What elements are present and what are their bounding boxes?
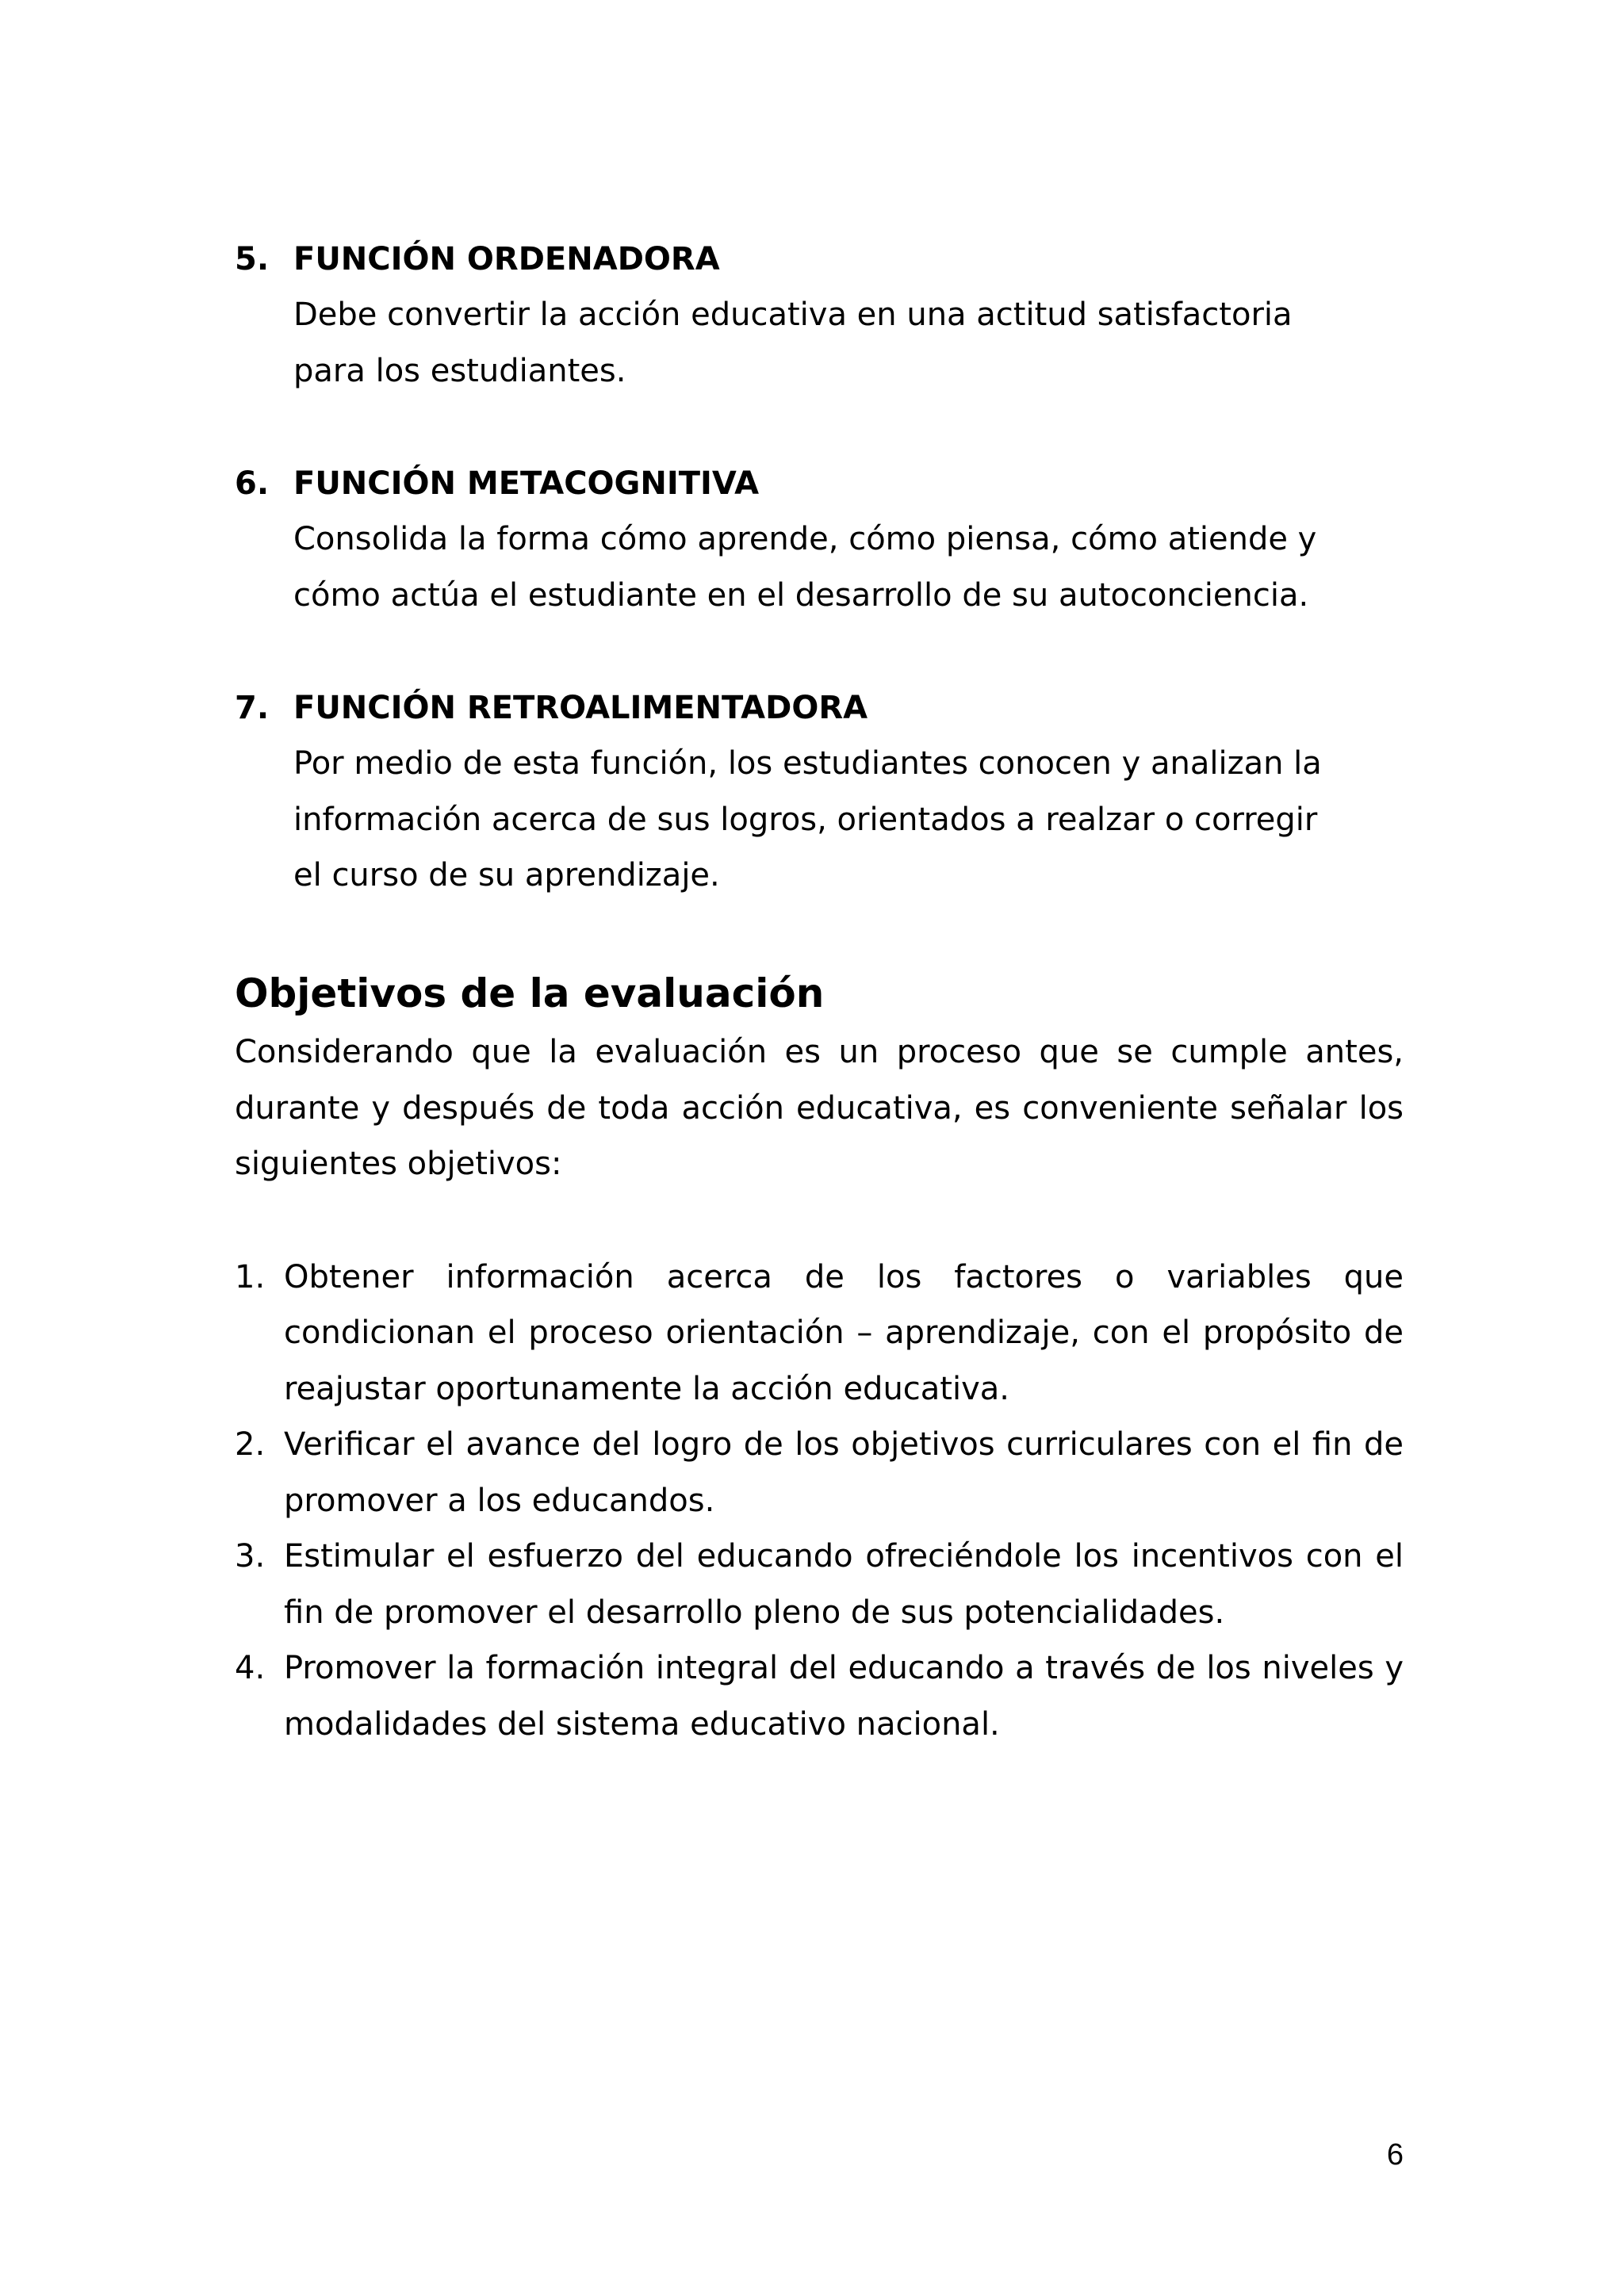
- list-item-number: 4.: [235, 1650, 266, 1686]
- function-heading: [235, 456, 1424, 511]
- list-item: [235, 1529, 1404, 1640]
- function-description: [293, 287, 1424, 399]
- description-line: cómo actúa el estudiante en el desarrollo de su autoconciencia.: [293, 576, 1309, 614]
- function-title: FUNCIÓN METACOGNITIVA: [293, 465, 760, 502]
- page-number: 6: [1386, 2138, 1404, 2172]
- list-item-number: 2.: [235, 1426, 266, 1463]
- function-number: 7.: [235, 690, 270, 726]
- function-heading: [235, 680, 1424, 736]
- function-number: 5.: [235, 241, 270, 277]
- function-description: [293, 736, 1424, 904]
- description-line: información acerca de sus logros, orientados a realzar o corregir: [293, 801, 1318, 838]
- description-line: Consolida la forma cómo aprende, cómo piensa, cómo atiende y: [293, 521, 1317, 557]
- function-item-retroalimentadora: [235, 680, 1424, 904]
- function-description: [293, 511, 1424, 623]
- list-item: [235, 1640, 1404, 1752]
- list-item-text: Obtener información acerca de los factores o variables que condicionan el proceso orientación – aprendizaje, con el propósito de reajustar oportunamente la acción educativa.: [284, 1258, 1404, 1407]
- list-item-text: Verificar el avance del logro de los objetivos curriculares con el fin de promover a los educandos.: [284, 1426, 1404, 1519]
- function-title: FUNCIÓN RETROALIMENTADORA: [293, 690, 868, 726]
- description-line: Por medio de esta función, los estudiantes conocen y analizan la: [293, 745, 1322, 782]
- objectives-section: [235, 966, 1404, 1752]
- section-heading: Objetivos de la evaluación: [235, 970, 825, 1016]
- function-heading: [235, 232, 1424, 287]
- description-line: para los estudiantes.: [293, 352, 626, 389]
- list-item: [235, 1417, 1404, 1529]
- intro-paragraph: Considerando que la evaluación es un proceso que se cumple antes, durante y después de toda acción educativa, es conveniente señalar los siguientes objetivos:: [235, 1034, 1404, 1182]
- list-item-text: Estimular el esfuerzo del educando ofreciéndole los incentivos con el fin de promover el desarrollo pleno de sus potencialidades.: [284, 1538, 1404, 1631]
- list-item-number: 1.: [235, 1258, 266, 1295]
- list-item: [235, 1249, 1404, 1418]
- objectives-list: [235, 1249, 1404, 1753]
- function-title: FUNCIÓN ORDENADORA: [293, 241, 720, 277]
- function-number: 6.: [235, 465, 270, 502]
- list-item-text: Promover la formación integral del educando a través de los niveles y modalidades del sistema educativo nacional.: [284, 1650, 1404, 1743]
- function-item-metacognitiva: [235, 456, 1424, 623]
- function-item-ordenadora: [235, 232, 1424, 399]
- list-item-number: 3.: [235, 1538, 266, 1575]
- description-line: Debe convertir la acción educativa en una actitud satisfactoria: [293, 297, 1293, 333]
- description-line: el curso de su aprendizaje.: [293, 857, 720, 894]
- functions-list: [235, 232, 1424, 961]
